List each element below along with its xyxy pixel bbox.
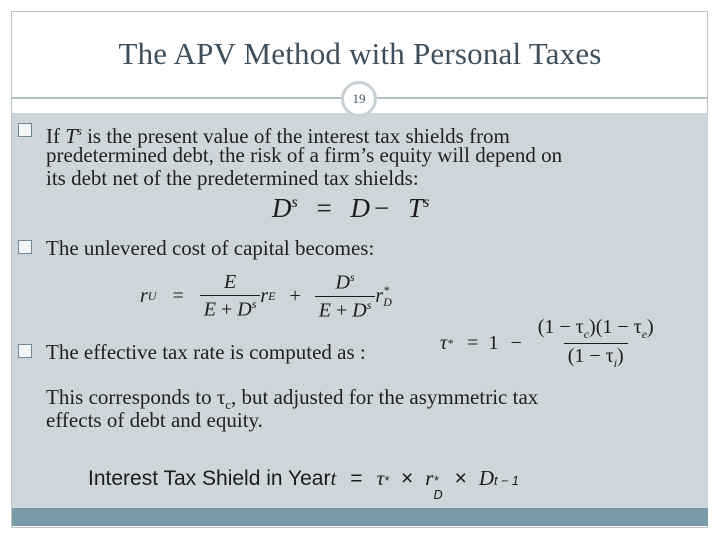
bullet-1-line-3: its debt net of the predetermined tax shields: [46,166,419,190]
bullet-square-icon [18,123,32,137]
note-line-2: effects of debt and equity. [46,408,263,432]
footer-bar [12,508,708,526]
unlevered-cost-equation: r U = $\frac{E}{E + D^s}$ r E + $\frac{D^s}{E + D^s}$ r * D [140,270,392,322]
bullet-3-text: The effective tax rate is computed as : [46,340,366,364]
bullet-2-text: The unlevered cost of capital becomes: [46,236,375,260]
fraction-tax-ratio: $\frac{(1 - \tau_c)(1 - \tau_e)}{(1 - \tau_i)}$ [537,316,654,370]
bullet-square-icon [18,240,32,254]
net-debt-equation: $D^s = D - T^s$ [272,193,430,223]
bullet-1-line-2: predetermined debt, the risk of a firm’s equity will depend on [46,143,563,167]
slide-number-badge [341,81,377,117]
bullet-1-line-1: If $T^s$ is the present value of the interest tax shields from [46,124,510,148]
interest-tax-shield-equation: Interest Tax Shield in Year t = τ * × r * D × D t − 1 [88,466,519,502]
note-line-1: This corresponds to $\tau_c$, but adjusted for the asymmetric tax [46,385,539,413]
slide-number: 19 [352,91,366,106]
bullet-square-icon [18,344,32,358]
slide-title: The APV Method with Personal Taxes [118,36,602,71]
fraction-equity-weight: $\frac{E}{E + D^s}$ [200,271,261,322]
fraction-debt-weight: $\frac{D^s}{E + D^s}$ [315,270,376,322]
effective-tax-rate-equation: τ * = 1 − $\frac{(1 - \tau_c)(1 - \tau_e)}{(1 - \tau_i)}$ [440,316,658,371]
